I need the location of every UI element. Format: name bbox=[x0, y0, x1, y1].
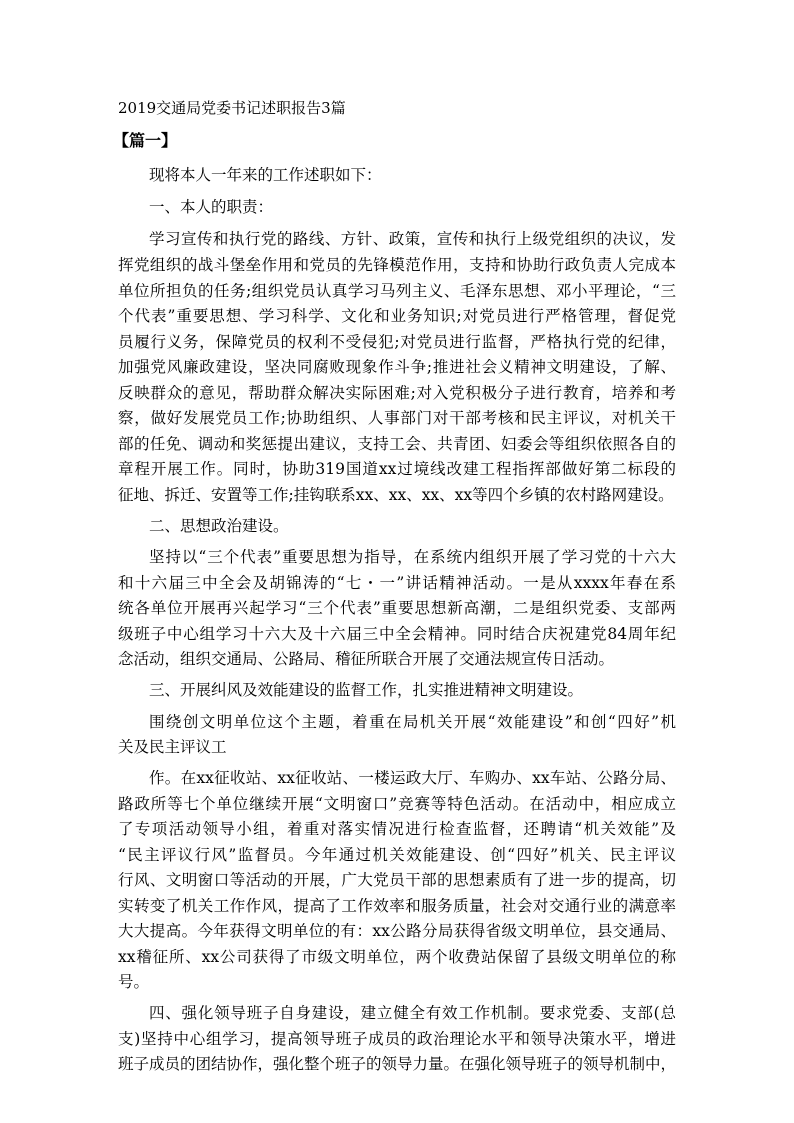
paragraph-line: 路政所等七个单位继续开展“文明窗口”竞赛等特色活动。在活动中，相应成立 bbox=[118, 795, 676, 813]
paragraph-line: 章程开展工作。同时，协助319国道xx过境线改建工程指挥部做好第二标段的 bbox=[118, 460, 676, 478]
paragraph-line: 号。 bbox=[118, 973, 150, 991]
section-heading: 【篇一】 bbox=[113, 131, 178, 150]
paragraph-line: 察，做好发展党员工作;协助组织、人事部门对干部考核和民主评议，对机关干 bbox=[118, 409, 676, 427]
paragraph-line: 挥党组织的战斗堡垒作用和党员的先锋模范作用，支持和协助行政负责人完成本 bbox=[118, 256, 676, 274]
paragraph-line: 部的任免、调动和奖惩提出建议，支持工会、共青团、妇委会等组织依照各自的 bbox=[118, 435, 676, 453]
paragraph-line: 坚持以“三个代表”重要思想为指导，在系统内组织开展了学习党的十六大 bbox=[149, 548, 676, 566]
paragraph-line: 支)坚持中心组学习，提高领导班子成员的政治理论水平和领导决策水平，增进 bbox=[118, 1030, 676, 1048]
paragraph-line: 围绕创文明单位这个主题，着重在局机关开展“效能建设”和创“四好”机 bbox=[149, 713, 676, 731]
paragraph-line: 关及民主评议工 bbox=[118, 738, 227, 756]
paragraph-line: 反映群众的意见，帮助群众解决实际困难;对入党积极分子进行教育，培养和考 bbox=[118, 384, 676, 402]
paragraph-line: 二、思想政治建设。 bbox=[149, 517, 289, 535]
paragraph-line: 和十六届三中全会及胡锦涛的“七・一”讲话精神活动。一是从xxxx年春在系 bbox=[118, 574, 676, 592]
paragraph-line: 个代表”重要思想、学习科学、文化和业务知识;对党员进行严格管理，督促党 bbox=[118, 307, 676, 325]
paragraph-line: 作。在xx征收站、xx征收站、一楼运政大厅、车购办、xx车站、公路分局、 bbox=[149, 769, 676, 787]
paragraph-line: 单位所担负的任务;组织党员认真学习马列主义、毛泽东思想、邓小平理论，“三 bbox=[118, 282, 676, 300]
paragraph-line: 员履行义务，保障党员的权利不受侵犯;对党员进行监督，严格执行党的纪律， bbox=[118, 333, 676, 351]
paragraph-line: xx稽征所、xx公司获得了市级文明单位，两个收费站保留了县级文明单位的称 bbox=[118, 948, 676, 966]
paragraph-line: 实转变了机关工作作风，提高了工作效率和服务质量，社会对交通行业的满意率 bbox=[118, 897, 676, 915]
paragraph-line: 班子成员的团结协作，强化整个班子的领导力量。在强化领导班子的领导机制中， bbox=[118, 1055, 676, 1073]
paragraph-line: 现将本人一年来的工作述职如下： bbox=[149, 166, 382, 184]
paragraph-line: 行风、文明窗口等活动的开展，广大党员干部的思想素质有了进一步的提高，切 bbox=[118, 871, 676, 889]
paragraph-line: 级班子中心组学习十六大及十六届三中全会精神。同时结合庆祝建党84周年纪 bbox=[118, 625, 676, 643]
paragraph-line: 统各单位开展再兴起学习“三个代表”重要思想新高潮，二是组织党委、支部两 bbox=[118, 599, 676, 617]
document-title: 2019交通局党委书记述职报告3篇 bbox=[118, 99, 346, 117]
paragraph-line: 加强党风廉政建设，坚决同腐败现象作斗争;推进社会义精神文明建设，了解、 bbox=[118, 358, 676, 376]
paragraph-line: 学习宣传和执行党的路线、方针、政策，宣传和执行上级党组织的决议，发 bbox=[149, 230, 676, 248]
paragraph-line: 三、开展纠风及效能建设的监督工作，扎实推进精神文明建设。 bbox=[149, 681, 584, 699]
paragraph-line: “民主评议行风”监督员。今年通过机关效能建设、创“四好”机关、民主评议 bbox=[118, 846, 676, 864]
paragraph-line: 征地、拆迁、安置等工作;挂钩联系xx、xx、xx、xx等四个乡镇的农村路网建设。 bbox=[118, 486, 674, 504]
paragraph-line: 了专项活动领导小组，着重对落实情况进行检查监督，还聘请“机关效能”及 bbox=[118, 820, 676, 838]
paragraph-line: 大大提高。今年获得文明单位的有：xx公路分局获得省级文明单位，县交通局、 bbox=[118, 922, 676, 940]
paragraph-line: 四、强化领导班子自身建设，建立健全有效工作机制。要求党委、支部(总 bbox=[149, 1004, 676, 1022]
paragraph-line: 一、本人的职责： bbox=[149, 198, 274, 216]
paragraph-line: 念活动，组织交通局、公路局、稽征所联合开展了交通法规宣传日活动。 bbox=[118, 650, 615, 668]
